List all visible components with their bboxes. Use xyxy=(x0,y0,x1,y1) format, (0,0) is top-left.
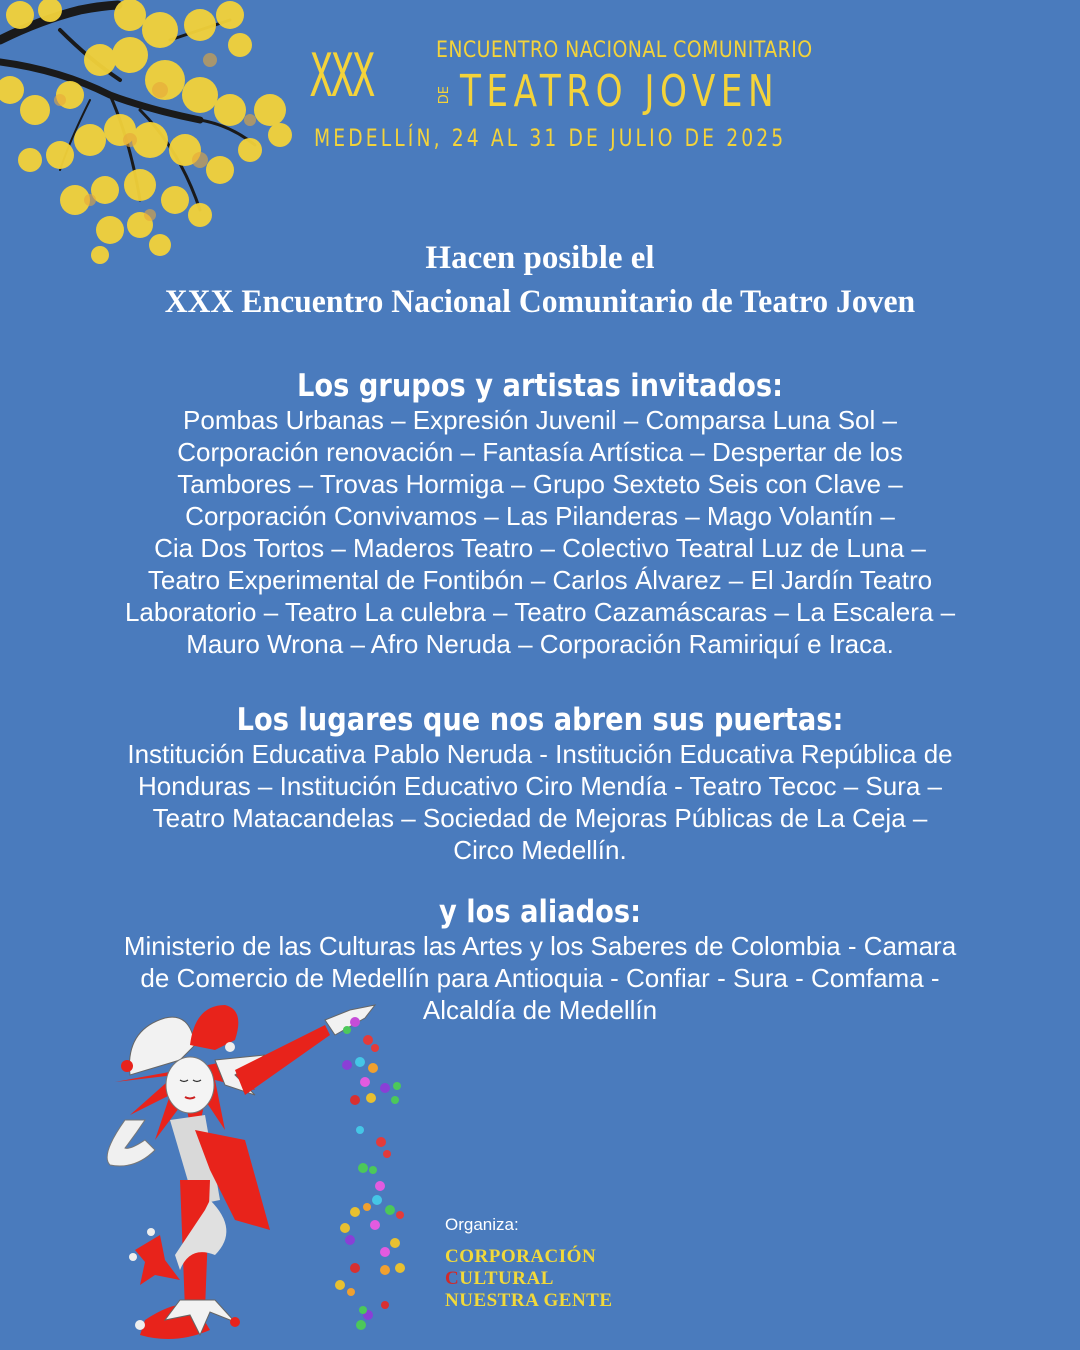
organizer-label: Organiza: xyxy=(445,1215,519,1234)
organizer-initial: C xyxy=(445,1268,460,1289)
section-body xyxy=(60,404,1020,660)
organizer-name-line-1: CORPORACIÓN xyxy=(445,1246,597,1267)
organizer-logo xyxy=(445,1246,613,1312)
section-title: Los lugares que nos abren sus puertas: xyxy=(236,702,844,738)
list-line: Cia Dos Tortos – Maderos Teatro – Colectivo Teatral Luz de Luna – xyxy=(154,533,926,563)
section-guest-groups xyxy=(60,368,1020,660)
section-title: Los grupos y artistas invitados: xyxy=(296,368,783,404)
headline-line-2: XXX Encuentro Nacional Comunitario de Teatro Joven xyxy=(164,284,916,320)
list-line: Teatro Matacandelas – Sociedad de Mejoras Públicas de La Ceja – xyxy=(152,803,928,833)
section-body xyxy=(60,738,1020,866)
list-line: Alcaldía de Medellín xyxy=(422,995,658,1025)
list-line: Mauro Wrona – Afro Neruda – Corporación Ramiriquí e Iraca. xyxy=(186,629,894,659)
list-line: Tambores – Trovas Hormiga – Grupo Sexteto Seis con Clave – xyxy=(177,469,903,499)
logo-line-encuentro: ENCUENTRO NACIONAL COMUNITARIO xyxy=(436,38,813,63)
logo-line-date-place: MEDELLÍN, 24 AL 31 DE JULIO DE 2025 xyxy=(314,124,787,152)
tree-branch-illustration xyxy=(0,0,300,270)
list-line: Laboratorio – Teatro La culebra – Teatro Cazamáscaras – La Escalera – xyxy=(124,597,956,627)
list-line: Ministerio de las Culturas las Artes y los Saberes de Colombia - Camara xyxy=(123,931,957,961)
section-venues xyxy=(60,702,1020,866)
list-line: Corporación Convivamos – Las Pilanderas – Mago Volantín – xyxy=(185,501,895,531)
organizer-name-line-2-rest: ULTURAL xyxy=(459,1268,554,1289)
list-line: Pombas Urbanas – Expresión Juvenil – Comparsa Luna Sol – xyxy=(183,405,897,435)
event-logo xyxy=(310,38,830,156)
logo-edition: XXX xyxy=(310,41,374,111)
list-line: Honduras – Institución Educativo Ciro Mendía - Teatro Tecoc – Sura – xyxy=(137,771,943,801)
list-line: Corporación renovación – Fantasía Artística – Despertar de los xyxy=(177,437,903,467)
list-line: Circo Medellín. xyxy=(453,835,627,865)
logo-line-teatro-joven: TEATRO JOVEN xyxy=(460,66,780,117)
jester-illustration xyxy=(85,1000,405,1350)
section-title: y los aliados: xyxy=(438,894,642,930)
list-line: Institución Educativa Pablo Neruda - Institución Educativa República de xyxy=(127,739,953,769)
list-line: Teatro Experimental de Fontibón – Carlos Álvarez – El Jardín Teatro xyxy=(147,565,933,595)
organizer-name-line-2 xyxy=(445,1268,613,1290)
headline-line-1: Hacen posible el xyxy=(425,240,655,276)
list-line: de Comercio de Medellín para Antioquia - Confiar - Sura - Comfama - xyxy=(140,963,940,993)
organizer-name-line-3: NUESTRA GENTE xyxy=(445,1290,613,1311)
logo-connector: DE xyxy=(437,86,452,105)
page-headline xyxy=(0,236,1080,324)
